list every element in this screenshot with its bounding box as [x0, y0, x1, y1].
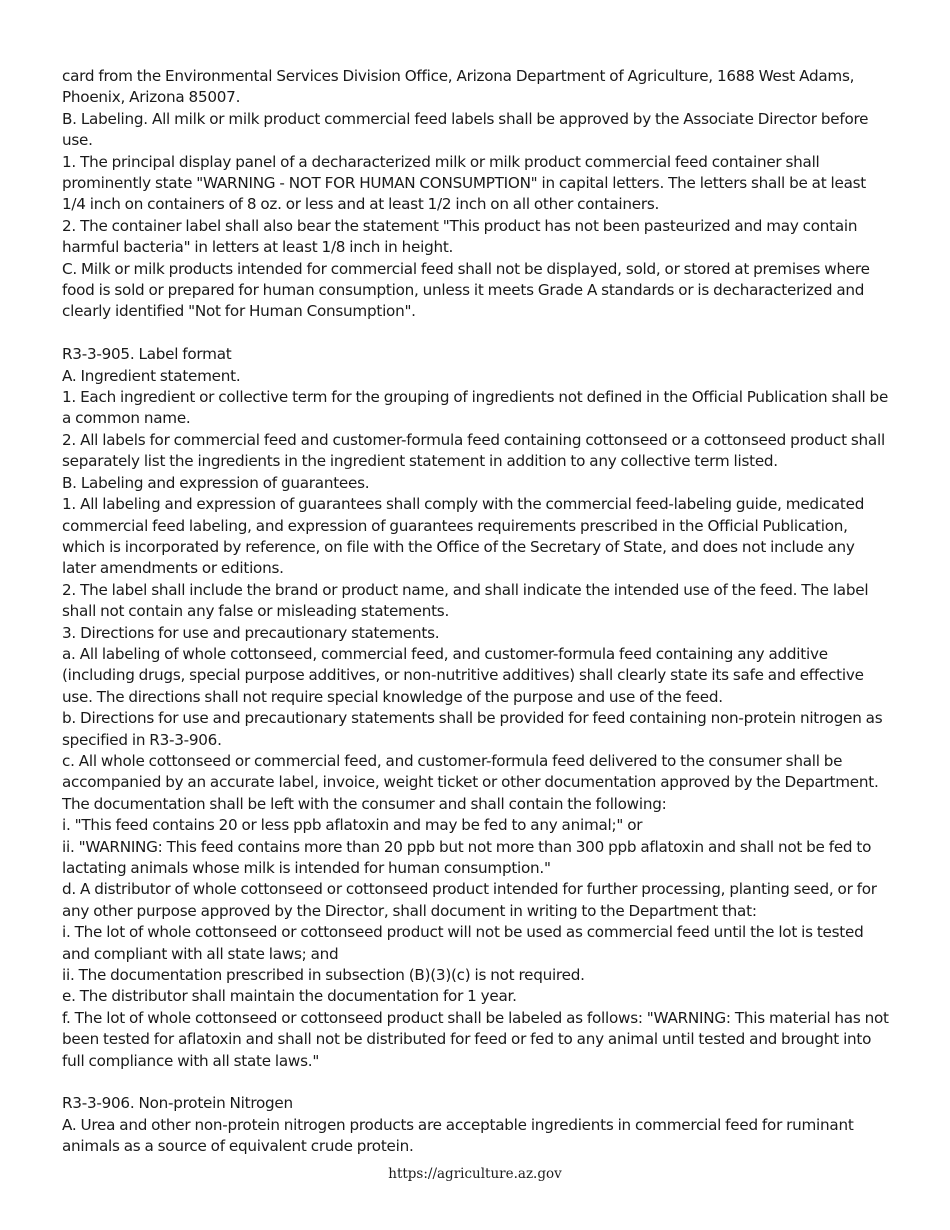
document-body: [62, 66, 892, 1158]
paragraph: 2. The label shall include the brand or product name, and shall indicate the intended use of the feed. The label shall not contain any false or misleading statements.: [62, 580, 869, 621]
section-heading: R3-3-906. Non-protein Nitrogen: [62, 1094, 293, 1113]
paragraph: A. Ingredient statement.: [62, 366, 241, 385]
paragraph: i. "This feed contains 20 or less ppb aflatoxin and may be fed to any animal;" or: [62, 816, 643, 835]
section-heading: R3-3-905. Label format: [62, 345, 232, 364]
paragraph: B. Labeling and expression of guarantees.: [62, 473, 370, 492]
paragraph: card from the Environmental Services Division Office, Arizona Department of Agriculture, 1688 West Adams, Phoenix, Arizona 85007.: [62, 67, 855, 107]
paragraph-gap: [62, 323, 892, 344]
footer-url: https://agriculture.az.gov: [388, 1166, 562, 1182]
paragraph: 1. All labeling and expression of guarantees shall comply with the commercial feed-labeling guide, medicated commercial feed labeling, and expression of guarantees requirements prescribed in the Official Publication, which is incorporated by reference, on file with the Office of the Secretary of State, and does not include any later amendments or editions.: [62, 495, 865, 578]
paragraph: 2. The container label shall also bear the statement "This product has not been pasteurized and may contain harmful bacteria" in letters at least 1/8 inch in height.: [62, 216, 858, 257]
paragraph: ii. "WARNING: This feed contains more than 20 ppb but not more than 300 ppb aflatoxin and shall not be fed to lactating animals whose milk is intended for human consumption.": [62, 837, 872, 878]
paragraph: 3. Directions for use and precautionary statements.: [62, 623, 440, 642]
paragraph-gap: [62, 1072, 892, 1093]
paragraph: c. All whole cottonseed or commercial feed, and customer-formula feed delivered to the consumer shall be accompanied by an accurate label, invoice, weight ticket or other documentation approved by the Department. The documentation shall be left with the consumer and shall contain the following:: [62, 751, 879, 813]
paragraph: f. The lot of whole cottonseed or cottonseed product shall be labeled as follows: "WARNING: This material has not been tested for aflatoxin and shall not be distributed for feed or fed to any animal until tested and brought into full compliance with all state laws.": [62, 1008, 889, 1070]
paragraph: 2. All labels for commercial feed and customer-formula feed containing cottonseed or a cottonseed product shall separately list the ingredients in the ingredient statement in addition to any collective term listed.: [62, 430, 885, 471]
paragraph: C. Milk or milk products intended for commercial feed shall not be displayed, sold, or stored at premises where food is sold or prepared for human consumption, unless it meets Grade A standards or is decharacterized and clearly identified "Not for Human Consumption".: [62, 259, 870, 321]
paragraph: b. Directions for use and precautionary statements shall be provided for feed containing non-protein nitrogen as specified in R3-3-906.: [62, 709, 883, 749]
paragraph: B. Labeling. All milk or milk product commercial feed labels shall be approved by the Associate Director before use.: [62, 109, 869, 150]
paragraph: d. A distributor of whole cottonseed or cottonseed product intended for further processing, planting seed, or for any other purpose approved by the Director, shall document in writing to the Department that:: [62, 880, 877, 920]
paragraph: 1. The principal display panel of a decharacterized milk or milk product commercial feed container shall prominently state "WARNING - NOT FOR HUMAN CONSUMPTION" in capital letters. The letters shall be at least 1/4 inch on containers of 8 oz. or less and at least 1/2 inch on all other containers.: [62, 152, 866, 214]
paragraph: 1. Each ingredient or collective term for the grouping of ingredients not defined in the Official Publication shall be a common name.: [62, 388, 889, 428]
paragraph: ii. The documentation prescribed in subsection (B)(3)(c) is not required.: [62, 966, 585, 985]
paragraph: e. The distributor shall maintain the documentation for 1 year.: [62, 987, 517, 1006]
paragraph: i. The lot of whole cottonseed or cottonseed product will not be used as commercial feed until the lot is tested and compliant with all state laws; and: [62, 923, 864, 963]
paragraph: a. All labeling of whole cottonseed, commercial feed, and customer-formula feed containing any additive (including drugs, special purpose additives, or non-nutritive additives) shall clearly state its safe and effective use. The directions shall not require special knowledge of the purpose and use of the feed.: [62, 644, 864, 706]
paragraph: A. Urea and other non-protein nitrogen products are acceptable ingredients in commercial feed for ruminant animals as a source of equivalent crude protein.: [62, 1115, 854, 1156]
